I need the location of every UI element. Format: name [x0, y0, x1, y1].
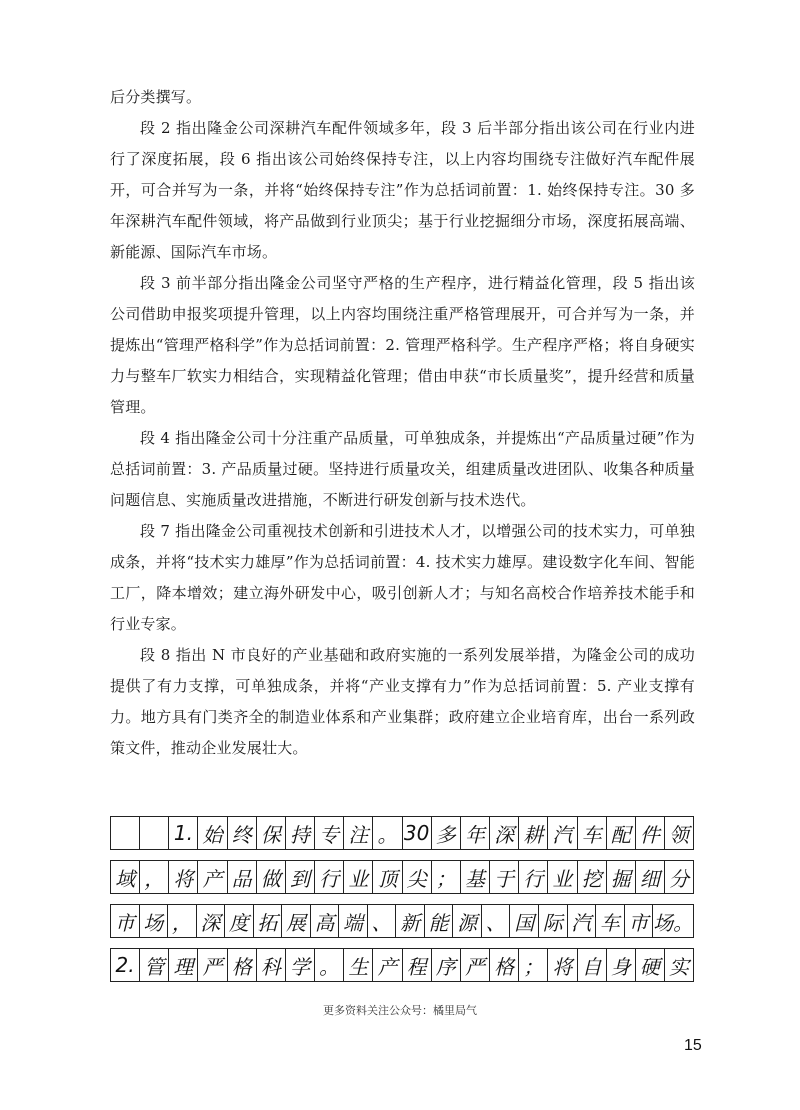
grid-cell: 始	[198, 817, 227, 849]
grid-cell: ，	[140, 861, 169, 893]
grid-cell: 将	[169, 861, 198, 893]
grid-cell: 产	[373, 949, 402, 981]
grid-cell: 持	[286, 817, 315, 849]
grid-cell: 细	[636, 861, 665, 893]
grid-cell: 端	[339, 905, 368, 937]
grid-cell: 车	[596, 905, 625, 937]
grid-cell: 年	[461, 817, 490, 849]
grid-cell: 序	[432, 949, 461, 981]
grid-cell: 配	[607, 817, 636, 849]
grid-cell: 自	[578, 949, 607, 981]
grid-row	[110, 948, 694, 982]
grid-cell: 顶	[373, 861, 402, 893]
grid-cell: 场。	[653, 910, 694, 935]
grid-cell: 。	[373, 817, 402, 849]
grid-cell: 尖	[403, 861, 432, 893]
grid-cell	[140, 817, 169, 849]
grid-cell: 实	[669, 954, 690, 979]
grid-cell: 注	[344, 817, 373, 849]
grid-cell: 做	[257, 861, 286, 893]
grid-cell: 硬	[636, 949, 665, 981]
grid-cell: ；	[432, 861, 461, 893]
grid-cell: 领	[669, 822, 690, 847]
grid-cell: 市	[625, 905, 654, 937]
answer-grid	[110, 816, 694, 992]
grid-cell: 掘	[607, 861, 636, 893]
grid-row	[110, 904, 694, 938]
grid-cell: 程	[403, 949, 432, 981]
grid-cell: 深	[490, 817, 519, 849]
grid-cell: 多	[432, 817, 461, 849]
grid-cell: 于	[490, 861, 519, 893]
grid-cell: 深	[197, 905, 226, 937]
grid-cell: 汽	[568, 905, 597, 937]
grid-cell: 业	[344, 861, 373, 893]
footer-note: 更多资料关注公众号：橘里局气	[323, 1004, 477, 1017]
grid-cell: ，	[168, 905, 197, 937]
grid-cell	[111, 817, 140, 849]
grid-cell: 、	[368, 905, 397, 937]
grid-cell: 30	[403, 817, 432, 849]
grid-cell: 将	[548, 949, 577, 981]
paragraph-item-4: 段 7 指出隆金公司重视技术创新和引进技术人才，以增强公司的技术实力，可单独成条，并将“技术实力雄厚”作为总括词前置：4. 技术实力雄厚。建设数字化车间、智能工厂，降本增效；建立海外研发中心，吸引创新人才；与知名高校合作培养技术能手和行业专家。	[110, 522, 695, 633]
grid-cell: 格	[490, 949, 519, 981]
grid-cell: 保	[257, 817, 286, 849]
grid-cell: 理	[169, 949, 198, 981]
grid-cell: 国	[510, 905, 539, 937]
grid-cell: 。	[315, 949, 344, 981]
grid-cell: 新	[396, 905, 425, 937]
grid-cell: 专	[315, 817, 344, 849]
grid-cell: 品	[228, 861, 257, 893]
grid-cell: 源	[453, 905, 482, 937]
grid-cell: 生	[344, 949, 373, 981]
paragraph-item-3: 段 4 指出隆金公司十分注重产品质量，可单独成条，并提炼出“产品质量过硬”作为总括词前置：3. 产品质量过硬。坚持进行质量攻关，组建质量改进团队、收集各种质量问题信息、实施质量改进措施，不断进行研发创新与技术迭代。	[110, 429, 695, 509]
grid-cell: 终	[228, 817, 257, 849]
grid-cell: 科	[257, 949, 286, 981]
grid-cell: 能	[425, 905, 454, 937]
grid-cell: 1.	[169, 817, 198, 849]
grid-cell: 分	[669, 866, 690, 891]
grid-row	[110, 860, 694, 894]
grid-cell: 域	[111, 861, 140, 893]
grid-cell: 行	[519, 861, 548, 893]
grid-cell: 件	[636, 817, 665, 849]
page-number: 15	[684, 1037, 702, 1054]
paragraph-item-1: 段 2 指出隆金公司深耕汽车配件领域多年，段 3 后半部分指出该公司在行业内进行了深度拓展，段 6 指出该公司始终保持专注，以上内容均围绕专注做好汽车配件展开，可合并写为一条，并将“始终保持专注”作为总括词前置：1. 始终保持专注。30 多年深耕汽车配件领域，将产品做到行业顶尖；基于行业挖掘细分市场，深度拓展高端、新能源、国际汽车市场。	[110, 119, 695, 261]
paragraph-item-5: 段 8 指出 N 市良好的产业基础和政府实施的一系列发展举措，为隆金公司的成功提供了有力支撑，可单独成条，并将“产业支撑有力”作为总括词前置：5. 产业支撑有力。地方具有门类齐全的制造业体系和产业集群；政府建立企业培育库，出台一系列政策文件，推动企业发展壮大。	[110, 646, 695, 757]
grid-cell: 、	[482, 905, 511, 937]
grid-cell: 学	[286, 949, 315, 981]
grid-cell: 格	[228, 949, 257, 981]
body-text	[110, 82, 695, 764]
grid-cell: 拓	[254, 905, 283, 937]
grid-cell: 严	[461, 949, 490, 981]
grid-cell: 身	[607, 949, 636, 981]
grid-cell: ；	[519, 949, 548, 981]
grid-cell: 度	[225, 905, 254, 937]
grid-row	[110, 816, 694, 850]
paragraph-continuation: 后分类撰写。	[110, 88, 202, 106]
grid-cell: 行	[315, 861, 344, 893]
grid-cell: 市	[111, 905, 140, 937]
grid-cell: 严	[198, 949, 227, 981]
grid-cell: 产	[198, 861, 227, 893]
grid-cell: 场	[140, 905, 169, 937]
grid-cell: 管	[140, 949, 169, 981]
paragraph-item-2: 段 3 前半部分指出隆金公司坚守严格的生产程序，进行精益化管理，段 5 指出该公司借助申报奖项提升管理，以上内容均围绕注重严格管理展开，可合并写为一条，并提炼出“管理严格科学”作为总括词前置：2. 管理严格科学。生产程序严格；将自身硬实力与整车厂软实力相结合，实现精益化管理；借由申获“市长质量奖”，提升经营和质量管理。	[110, 274, 695, 416]
grid-cell: 汽	[548, 817, 577, 849]
grid-cell: 挖	[578, 861, 607, 893]
grid-cell: 高	[311, 905, 340, 937]
grid-cell: 际	[539, 905, 568, 937]
grid-cell: 业	[548, 861, 577, 893]
grid-cell: 耕	[519, 817, 548, 849]
grid-cell: 基	[461, 861, 490, 893]
grid-cell: 到	[286, 861, 315, 893]
grid-cell: 车	[578, 817, 607, 849]
grid-cell: 展	[282, 905, 311, 937]
grid-cell: 2.	[111, 949, 140, 981]
